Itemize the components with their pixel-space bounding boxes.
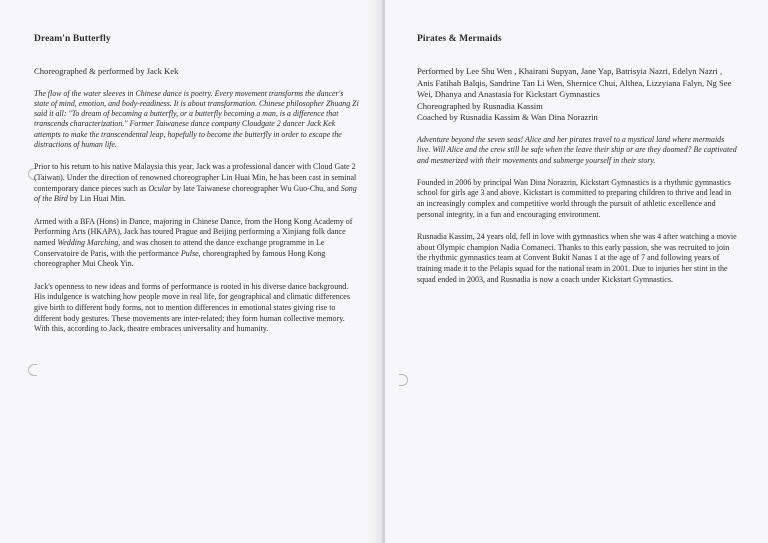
right-page-content [417,34,739,297]
work-title: Wedding Marching [57,237,119,247]
school-paragraph: Founded in 2006 by principal Wan Dina Norazrin, Kickstart Gymnastics is a rhythmic gymnastics school for girls age 3 and above. Kickstart is committed to preparing children to thrive and lead in an increasingly complex and competitive world through the pursuit of athletic excellence and personal integrity, in a fun and encouraging environment. [417,177,732,219]
text-run: , and was chosen to attend the dance exchange programme in Le Conservatoire de Paris, with the performance [34,237,325,258]
text-run: Prior to his return to his native Malaysia this year, Jack was a professional dancer with Cloud Gate 2 (Taiwan). Under the direction of renowned choreographer Lin Huai Min, he has been cast in seminal contemporary dance pieces such as [34,162,357,193]
work-title: Pulse [180,248,199,258]
coach-paragraph: Rusnadia Kassim, 24 years old, fell in love with gymnastics when she was 4 after watching a movie about Olympic champion Nadia Comaneci. Thanks to this early passion, she was recruited to join the rhythmic gymnastics team at Convent Bukit Nanas 1 at the age of 7 and following years of training made it to the Pelapis squad for the national team in 2001. Due to injuries her stint in the squad ended in 2003, and Rusnadia is now a coach under Kickstart Gymnastics. [417,232,737,284]
right-page [385,0,768,543]
work-title: Ocular [148,183,172,193]
bio-paragraph-2 [34,217,360,270]
bio-paragraph-3: Jack's openness to new ideas and forms of performance is rooted in his diverse dance background. His indulgence is watching how people move in real life, for geographical and climatic differences give birth to different body forms, not to mention differences in emotional states giving rise to different body gestures. These movements are inter-related; they form human collective memory. With this, according to Jack, theatre embraces universality and humanity. [34,281,350,334]
work-title: Song of the Bird [34,183,357,204]
text-run: by late Taiwanese choreographer Wu Guo-Chu, and [171,183,341,193]
punch-hole-mark [28,364,37,376]
intro-paragraph: Adventure beyond the seven seas! Alice and her pirates travel to a mystical land where mermaids live. Will Alice and the crew still be safe when the leave their ship or are they doomed? Be captivated and mesmerized with their movements and submerge yourself in their story. [417,134,737,165]
page-edge-shadow [369,0,383,543]
performers-line: Performed by Lee Shu Wen , Khairani Supyan, Jane Yap, Batrisyia Nazri, Edelyn Nazri , Anis Fatihah Balqis, Sandrine Tan Li Wen, Shernice Chui, Althea, Lizzyiana Falyn, Ng See Wei, Dhanya and Anastasia for Kickstart Gymnastics [417,66,732,100]
choreographer-line: Choreographed by Rusnadia Kassim [417,100,543,111]
text-run: by Lin Huai Min. [67,194,126,204]
section-title: Pirates & Mermaids [417,34,502,44]
credits-block [417,66,739,124]
punch-hole-mark [399,374,408,386]
credit-line: Choreographed & performed by Jack Kek [34,66,179,76]
text-run: , choreographed by famous Hong Kong choreographer Mui Cheok Yin. [34,248,326,269]
section-title: Dream'n Butterfly [34,34,111,44]
bio-paragraph-1 [34,162,360,204]
intro-paragraph: The flow of the water sleeves in Chinese dance is poetry. Every movement transforms the dancer's state of mind, emotion, and body-readiness. It is about transformation. Chinese philosopher Zhuang Zi said it all: "To dream of becoming a butterfly, or a butterfly becoming a man, is a difference that transcends characterization." Former Taiwanese dance company Cloudgate 2 dancer Jack Kek attempts to make the transcendental leap, hopefully to become the butterfly in order to escape the distractions of human life. [34,88,359,150]
text-run: Armed with a BFA (Hons) in Dance, majoring in Chinese Dance, from the Hong Kong Academy of Performing Arts (HKAPA), Jack has toured Prague and Beijing performing a Xinjiang folk dance named [34,216,353,247]
left-page-content [34,34,360,347]
left-page [0,0,383,543]
coach-line: Coached by Rusnadia Kassim & Wan Dina Norazrin [417,112,598,123]
